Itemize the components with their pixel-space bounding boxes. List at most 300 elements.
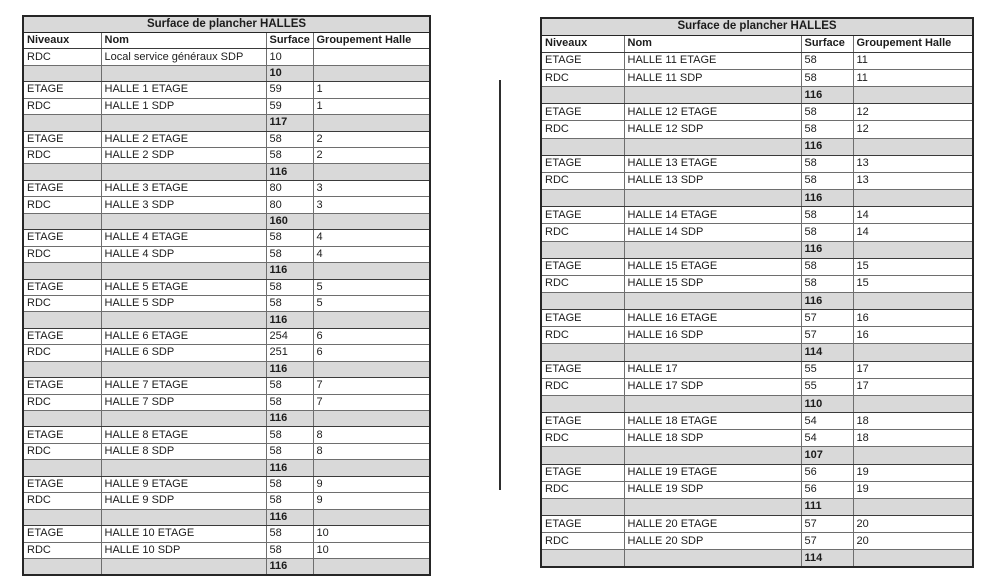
table-row bbox=[541, 481, 973, 498]
cell-surface: 114 bbox=[801, 344, 853, 361]
table-row bbox=[23, 443, 430, 459]
cell-groupement: 10 bbox=[313, 526, 430, 542]
cell-surface: 117 bbox=[266, 115, 313, 131]
table-row bbox=[541, 516, 973, 533]
table-row bbox=[541, 533, 973, 550]
cell-surface: 116 bbox=[266, 312, 313, 328]
cell-groupement bbox=[313, 49, 430, 65]
cell-surface: 58 bbox=[801, 155, 853, 172]
cell-nom: HALLE 15 ETAGE bbox=[624, 258, 801, 275]
cell-surface: 58 bbox=[266, 476, 313, 492]
cell-nom: HALLE 12 SDP bbox=[624, 121, 801, 138]
cell-nom: HALLE 14 SDP bbox=[624, 224, 801, 241]
cell-nom bbox=[624, 138, 801, 155]
cell-niveau: RDC bbox=[541, 121, 624, 138]
table-row bbox=[23, 378, 430, 394]
table-row bbox=[541, 378, 973, 395]
cell-surface: 56 bbox=[801, 464, 853, 481]
cell-niveau: RDC bbox=[23, 542, 101, 558]
cell-nom bbox=[101, 65, 266, 81]
cell-surface: 58 bbox=[266, 279, 313, 295]
cell-niveau: RDC bbox=[541, 224, 624, 241]
cell-surface: 58 bbox=[266, 131, 313, 147]
cell-nom: HALLE 12 ETAGE bbox=[624, 104, 801, 121]
table-title: Surface de plancher HALLES bbox=[23, 16, 430, 32]
cell-groupement: 16 bbox=[853, 327, 973, 344]
cell-surface: 116 bbox=[266, 263, 313, 279]
cell-nom: HALLE 20 ETAGE bbox=[624, 516, 801, 533]
cell-niveau: RDC bbox=[541, 430, 624, 447]
table-row bbox=[23, 493, 430, 509]
cell-surface: 58 bbox=[801, 69, 853, 86]
cell-surface: 80 bbox=[266, 180, 313, 196]
cell-groupement: 5 bbox=[313, 279, 430, 295]
cell-surface: 58 bbox=[801, 258, 853, 275]
cell-surface: 58 bbox=[801, 104, 853, 121]
cell-surface: 107 bbox=[801, 447, 853, 464]
subtotal-row bbox=[541, 344, 973, 361]
table-row bbox=[23, 230, 430, 246]
cell-groupement bbox=[853, 550, 973, 567]
cell-nom: HALLE 5 ETAGE bbox=[101, 279, 266, 295]
cell-surface: 58 bbox=[266, 246, 313, 262]
cell-nom: HALLE 1 ETAGE bbox=[101, 82, 266, 98]
subtotal-row bbox=[23, 115, 430, 131]
cell-groupement: 7 bbox=[313, 394, 430, 410]
cell-nom bbox=[101, 509, 266, 525]
table-title-row bbox=[541, 18, 973, 35]
cell-groupement: 15 bbox=[853, 275, 973, 292]
cell-groupement: 8 bbox=[313, 427, 430, 443]
table-row bbox=[23, 328, 430, 344]
table-row bbox=[541, 327, 973, 344]
subtotal-row bbox=[23, 65, 430, 81]
cell-niveau: RDC bbox=[541, 172, 624, 189]
cell-nom: HALLE 4 ETAGE bbox=[101, 230, 266, 246]
cell-groupement bbox=[853, 241, 973, 258]
cell-niveau: ETAGE bbox=[23, 526, 101, 542]
table-row bbox=[541, 155, 973, 172]
table-row bbox=[23, 476, 430, 492]
cell-surface: 58 bbox=[801, 207, 853, 224]
cell-niveau: ETAGE bbox=[23, 378, 101, 394]
cell-surface: 55 bbox=[801, 361, 853, 378]
cell-groupement: 11 bbox=[853, 52, 973, 69]
cell-nom: HALLE 2 SDP bbox=[101, 148, 266, 164]
table-row bbox=[541, 52, 973, 69]
cell-nom bbox=[624, 550, 801, 567]
subtotal-row bbox=[23, 361, 430, 377]
cell-niveau: ETAGE bbox=[541, 516, 624, 533]
cell-groupement bbox=[853, 190, 973, 207]
cell-nom: HALLE 9 SDP bbox=[101, 493, 266, 509]
cell-groupement: 2 bbox=[313, 131, 430, 147]
cell-groupement bbox=[313, 460, 430, 476]
cell-niveau: RDC bbox=[23, 148, 101, 164]
cell-niveau: RDC bbox=[541, 327, 624, 344]
cell-nom: HALLE 19 ETAGE bbox=[624, 464, 801, 481]
cell-niveau: ETAGE bbox=[23, 230, 101, 246]
subtotal-row bbox=[541, 87, 973, 104]
cell-surface: 59 bbox=[266, 82, 313, 98]
table-header-row bbox=[23, 32, 430, 48]
cell-nom: HALLE 19 SDP bbox=[624, 481, 801, 498]
cell-nom bbox=[101, 411, 266, 427]
cell-niveau: RDC bbox=[23, 295, 101, 311]
cell-groupement: 17 bbox=[853, 361, 973, 378]
cell-nom: HALLE 10 ETAGE bbox=[101, 526, 266, 542]
table-row bbox=[23, 427, 430, 443]
cell-nom: HALLE 17 SDP bbox=[624, 378, 801, 395]
cell-groupement bbox=[313, 213, 430, 229]
cell-niveau: RDC bbox=[23, 246, 101, 262]
table-row bbox=[23, 197, 430, 213]
cell-surface: 116 bbox=[801, 190, 853, 207]
cell-nom bbox=[624, 447, 801, 464]
cell-nom: Local service généraux SDP bbox=[101, 49, 266, 65]
cell-niveau bbox=[23, 65, 101, 81]
cell-groupement: 6 bbox=[313, 345, 430, 361]
table-row bbox=[541, 258, 973, 275]
surface-table-halles-11-20 bbox=[540, 17, 974, 568]
table-row bbox=[541, 413, 973, 430]
cell-niveau bbox=[23, 558, 101, 574]
cell-nom bbox=[624, 87, 801, 104]
cell-groupement bbox=[313, 509, 430, 525]
table-row bbox=[541, 464, 973, 481]
cell-niveau: RDC bbox=[541, 275, 624, 292]
cell-niveau bbox=[23, 115, 101, 131]
cell-groupement: 10 bbox=[313, 542, 430, 558]
cell-nom: HALLE 8 SDP bbox=[101, 443, 266, 459]
cell-nom: HALLE 7 ETAGE bbox=[101, 378, 266, 394]
cell-surface: 58 bbox=[266, 230, 313, 246]
subtotal-row bbox=[23, 460, 430, 476]
cell-niveau bbox=[23, 460, 101, 476]
cell-groupement: 4 bbox=[313, 230, 430, 246]
cell-groupement: 19 bbox=[853, 481, 973, 498]
cell-groupement bbox=[853, 498, 973, 515]
cell-groupement: 12 bbox=[853, 104, 973, 121]
cell-nom: HALLE 2 ETAGE bbox=[101, 131, 266, 147]
cell-surface: 54 bbox=[801, 413, 853, 430]
cell-nom: HALLE 17 bbox=[624, 361, 801, 378]
cell-surface: 116 bbox=[801, 87, 853, 104]
column-header-niveaux: Niveaux bbox=[23, 32, 101, 48]
cell-niveau: RDC bbox=[23, 394, 101, 410]
cell-niveau: ETAGE bbox=[541, 413, 624, 430]
table-row bbox=[23, 49, 430, 65]
table-row bbox=[541, 69, 973, 86]
cell-niveau: ETAGE bbox=[541, 310, 624, 327]
cell-surface: 58 bbox=[266, 148, 313, 164]
cell-nom bbox=[624, 293, 801, 310]
subtotal-row bbox=[541, 293, 973, 310]
cell-surface: 58 bbox=[801, 275, 853, 292]
cell-nom: HALLE 18 SDP bbox=[624, 430, 801, 447]
cell-niveau bbox=[541, 498, 624, 515]
cell-groupement: 8 bbox=[313, 443, 430, 459]
table-row bbox=[541, 121, 973, 138]
table-row bbox=[541, 275, 973, 292]
cell-groupement bbox=[853, 87, 973, 104]
cell-nom: HALLE 3 ETAGE bbox=[101, 180, 266, 196]
cell-nom bbox=[624, 344, 801, 361]
cell-niveau bbox=[23, 312, 101, 328]
cell-surface: 57 bbox=[801, 516, 853, 533]
cell-groupement: 15 bbox=[853, 258, 973, 275]
cell-surface: 116 bbox=[266, 361, 313, 377]
cell-nom bbox=[101, 460, 266, 476]
cell-groupement bbox=[313, 263, 430, 279]
table-row bbox=[23, 526, 430, 542]
cell-nom: HALLE 3 SDP bbox=[101, 197, 266, 213]
cell-nom: HALLE 6 SDP bbox=[101, 345, 266, 361]
cell-niveau bbox=[541, 395, 624, 412]
cell-groupement bbox=[853, 293, 973, 310]
cell-surface: 58 bbox=[266, 378, 313, 394]
cell-nom: HALLE 4 SDP bbox=[101, 246, 266, 262]
cell-nom bbox=[101, 361, 266, 377]
cell-niveau: RDC bbox=[23, 49, 101, 65]
cell-nom bbox=[624, 498, 801, 515]
table-row bbox=[23, 345, 430, 361]
cell-groupement: 13 bbox=[853, 172, 973, 189]
subtotal-row bbox=[23, 312, 430, 328]
cell-nom: HALLE 20 SDP bbox=[624, 533, 801, 550]
cell-niveau bbox=[541, 293, 624, 310]
surface-table-halles-1-10 bbox=[22, 15, 431, 576]
cell-groupement: 6 bbox=[313, 328, 430, 344]
cell-surface: 116 bbox=[266, 558, 313, 574]
table-row bbox=[23, 246, 430, 262]
cell-niveau bbox=[23, 361, 101, 377]
table-row bbox=[23, 180, 430, 196]
cell-niveau: ETAGE bbox=[23, 131, 101, 147]
cell-surface: 58 bbox=[266, 394, 313, 410]
subtotal-row bbox=[23, 164, 430, 180]
cell-niveau bbox=[541, 550, 624, 567]
cell-groupement: 13 bbox=[853, 155, 973, 172]
cell-nom: HALLE 10 SDP bbox=[101, 542, 266, 558]
cell-surface: 160 bbox=[266, 213, 313, 229]
cell-groupement: 9 bbox=[313, 493, 430, 509]
cell-nom: HALLE 14 ETAGE bbox=[624, 207, 801, 224]
table-title-row bbox=[23, 16, 430, 32]
cell-niveau: RDC bbox=[23, 345, 101, 361]
cell-groupement: 18 bbox=[853, 430, 973, 447]
cell-nom: HALLE 8 ETAGE bbox=[101, 427, 266, 443]
cell-niveau: ETAGE bbox=[541, 155, 624, 172]
column-header-surface: Surface bbox=[801, 35, 853, 52]
cell-nom: HALLE 13 SDP bbox=[624, 172, 801, 189]
cell-surface: 116 bbox=[801, 241, 853, 258]
cell-surface: 55 bbox=[801, 378, 853, 395]
cell-surface: 59 bbox=[266, 98, 313, 114]
cell-surface: 58 bbox=[801, 121, 853, 138]
cell-nom bbox=[101, 115, 266, 131]
subtotal-row bbox=[23, 411, 430, 427]
cell-groupement: 14 bbox=[853, 224, 973, 241]
table-row bbox=[541, 310, 973, 327]
cell-groupement: 19 bbox=[853, 464, 973, 481]
cell-groupement: 3 bbox=[313, 197, 430, 213]
cell-groupement: 7 bbox=[313, 378, 430, 394]
cell-nom: HALLE 9 ETAGE bbox=[101, 476, 266, 492]
cell-nom: HALLE 16 ETAGE bbox=[624, 310, 801, 327]
cell-surface: 57 bbox=[801, 533, 853, 550]
table-row bbox=[23, 279, 430, 295]
table-row bbox=[23, 131, 430, 147]
table-row bbox=[541, 207, 973, 224]
cell-surface: 58 bbox=[266, 526, 313, 542]
cell-niveau: RDC bbox=[541, 533, 624, 550]
cell-surface: 80 bbox=[266, 197, 313, 213]
cell-niveau bbox=[541, 241, 624, 258]
cell-niveau: RDC bbox=[23, 98, 101, 114]
table-header-row bbox=[541, 35, 973, 52]
subtotal-row bbox=[541, 550, 973, 567]
cell-groupement bbox=[313, 361, 430, 377]
cell-surface: 10 bbox=[266, 65, 313, 81]
column-header-nom: Nom bbox=[624, 35, 801, 52]
cell-surface: 254 bbox=[266, 328, 313, 344]
cell-groupement: 20 bbox=[853, 533, 973, 550]
cell-surface: 58 bbox=[266, 427, 313, 443]
cell-niveau: RDC bbox=[23, 197, 101, 213]
cell-surface: 58 bbox=[266, 493, 313, 509]
cell-niveau: RDC bbox=[541, 378, 624, 395]
cell-niveau: ETAGE bbox=[23, 180, 101, 196]
cell-groupement: 1 bbox=[313, 98, 430, 114]
cell-nom bbox=[624, 190, 801, 207]
cell-niveau bbox=[541, 447, 624, 464]
cell-nom: HALLE 16 SDP bbox=[624, 327, 801, 344]
table-row bbox=[23, 148, 430, 164]
cell-niveau bbox=[23, 213, 101, 229]
cell-niveau: RDC bbox=[541, 481, 624, 498]
table-row bbox=[23, 394, 430, 410]
cell-nom bbox=[101, 263, 266, 279]
subtotal-row bbox=[541, 190, 973, 207]
cell-surface: 110 bbox=[801, 395, 853, 412]
cell-niveau: ETAGE bbox=[541, 52, 624, 69]
subtotal-row bbox=[541, 395, 973, 412]
subtotal-row bbox=[541, 498, 973, 515]
cell-surface: 111 bbox=[801, 498, 853, 515]
cell-niveau: ETAGE bbox=[23, 328, 101, 344]
cell-surface: 56 bbox=[801, 481, 853, 498]
column-header-groupement-halle: Groupement Halle bbox=[313, 32, 430, 48]
vertical-divider-line bbox=[499, 80, 501, 490]
cell-groupement: 9 bbox=[313, 476, 430, 492]
table-row bbox=[541, 361, 973, 378]
column-header-surface: Surface bbox=[266, 32, 313, 48]
cell-niveau: ETAGE bbox=[23, 82, 101, 98]
cell-surface: 10 bbox=[266, 49, 313, 65]
cell-groupement: 12 bbox=[853, 121, 973, 138]
cell-nom: HALLE 6 ETAGE bbox=[101, 328, 266, 344]
subtotal-row bbox=[23, 263, 430, 279]
cell-surface: 251 bbox=[266, 345, 313, 361]
cell-niveau: ETAGE bbox=[541, 361, 624, 378]
cell-niveau: ETAGE bbox=[23, 427, 101, 443]
cell-surface: 58 bbox=[266, 542, 313, 558]
cell-groupement: 2 bbox=[313, 148, 430, 164]
cell-niveau: ETAGE bbox=[541, 464, 624, 481]
cell-nom: HALLE 18 ETAGE bbox=[624, 413, 801, 430]
table-row bbox=[541, 430, 973, 447]
cell-groupement: 11 bbox=[853, 69, 973, 86]
cell-surface: 116 bbox=[266, 164, 313, 180]
cell-groupement: 17 bbox=[853, 378, 973, 395]
cell-groupement bbox=[313, 312, 430, 328]
subtotal-row bbox=[23, 213, 430, 229]
cell-groupement: 1 bbox=[313, 82, 430, 98]
cell-niveau bbox=[23, 263, 101, 279]
cell-surface: 58 bbox=[266, 443, 313, 459]
cell-surface: 57 bbox=[801, 327, 853, 344]
cell-niveau: ETAGE bbox=[541, 207, 624, 224]
cell-surface: 114 bbox=[801, 550, 853, 567]
table-row bbox=[23, 98, 430, 114]
cell-groupement bbox=[313, 115, 430, 131]
cell-surface: 116 bbox=[266, 411, 313, 427]
cell-niveau bbox=[541, 138, 624, 155]
table-row bbox=[541, 172, 973, 189]
cell-niveau: ETAGE bbox=[23, 476, 101, 492]
table-title: Surface de plancher HALLES bbox=[541, 18, 973, 35]
cell-groupement bbox=[853, 344, 973, 361]
cell-groupement: 3 bbox=[313, 180, 430, 196]
cell-nom: HALLE 7 SDP bbox=[101, 394, 266, 410]
cell-surface: 54 bbox=[801, 430, 853, 447]
cell-nom bbox=[101, 558, 266, 574]
cell-surface: 58 bbox=[801, 52, 853, 69]
cell-nom bbox=[101, 213, 266, 229]
cell-groupement: 14 bbox=[853, 207, 973, 224]
cell-nom bbox=[101, 164, 266, 180]
cell-groupement bbox=[853, 138, 973, 155]
cell-niveau: ETAGE bbox=[541, 258, 624, 275]
subtotal-row bbox=[23, 558, 430, 574]
cell-niveau: RDC bbox=[23, 443, 101, 459]
cell-surface: 116 bbox=[801, 138, 853, 155]
subtotal-row bbox=[541, 138, 973, 155]
cell-niveau bbox=[541, 87, 624, 104]
table-row bbox=[541, 224, 973, 241]
cell-groupement bbox=[313, 558, 430, 574]
cell-surface: 57 bbox=[801, 310, 853, 327]
cell-groupement bbox=[313, 411, 430, 427]
cell-niveau bbox=[541, 190, 624, 207]
cell-groupement: 16 bbox=[853, 310, 973, 327]
subtotal-row bbox=[541, 447, 973, 464]
cell-surface: 116 bbox=[801, 293, 853, 310]
cell-groupement: 5 bbox=[313, 295, 430, 311]
cell-groupement bbox=[313, 65, 430, 81]
cell-nom: HALLE 13 ETAGE bbox=[624, 155, 801, 172]
cell-surface: 58 bbox=[266, 295, 313, 311]
cell-surface: 58 bbox=[801, 224, 853, 241]
cell-groupement: 18 bbox=[853, 413, 973, 430]
cell-nom bbox=[624, 395, 801, 412]
cell-niveau bbox=[23, 509, 101, 525]
cell-nom: HALLE 11 SDP bbox=[624, 69, 801, 86]
cell-nom: HALLE 5 SDP bbox=[101, 295, 266, 311]
cell-niveau: RDC bbox=[541, 69, 624, 86]
cell-niveau bbox=[23, 411, 101, 427]
